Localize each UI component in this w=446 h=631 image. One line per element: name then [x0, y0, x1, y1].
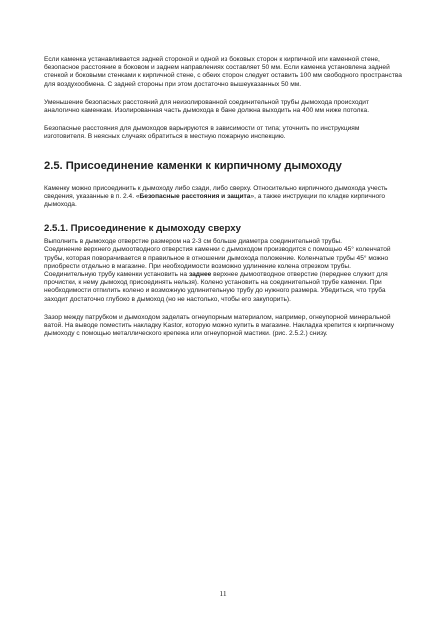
document-page [44, 56, 402, 348]
paragraph-pipe-distance: Уменьшение безопасных расстояний для неизолированной соединительной трубы дымохода происходит аналогично каменкам. Изолированная часть дымохода в бане должна выходить на 400 мм ниже потолка. [44, 98, 370, 115]
paragraph-gap-sealing: Зазор между патрубком и дымоходом заделать огнеупорным материалом, например, огнеупорной минеральной ватой. На выводе поместить накладку Kastor, которую можно купить в магазине. Накладка крепится к кирпичному дымоходу с помощью металлического крепежа или огнеупорной мастики. (рис. 2.5.2.) снизу. [44, 313, 395, 338]
paragraph-safe-distance-wall: Если каменка устанавливается задней стороной и одной из боковых сторон к кирпичной иги каменной стене, безопасное расстояние в боковом и заднем направлениях составляет 50 мм. Если каменка установлена задней стенкой и боковыми стенками к кирпичной стене, с обеих сторон следует оставить 100 мм свободного пространства для воздухообмена. С задней стороны при этом достаточно вышеуказанных 50 мм. [44, 56, 402, 88]
elbow-text-bold: заднее [188, 271, 212, 279]
elbow-text-after: верхнее дымоотводное отверстие (переднее служит для прочистки, к нему дымоход присоединять нельзя). Колено установить на соединительной трубе каменки. При необходимости отпилить колено и возможную удлинительную трубу до нужного размера. Убедиться, что труба заходит достаточно глубоко в дымоход (но не настолько, чтобы его закупорить). [44, 271, 388, 303]
page-number: 11 [219, 589, 227, 598]
section-heading-2-5: 2.5. Присоединение каменки к кирпичному дымоходу [44, 159, 342, 172]
paragraph-hole-size: Выполнить в дымоходе отверстие размером на 2-3 см больше диаметра соединительной трубы. [44, 238, 342, 246]
paragraph-elbow-connection [44, 246, 402, 303]
intro-text-bold: Безопасные расстояния и защита [139, 192, 251, 200]
paragraph-chimney-distance: Безопасные расстояния для дымоходов варьируются в зависимости от типа; уточнить по инструкциям изготовителя. В неясных случаях обратиться в местную пожарную инспекцию. [44, 125, 360, 141]
intro-text-before: Каменку можно присоединить к дымоходу либо сзади, либо сверху. Относительно кирпичного дымохода учесть сведения, указанные в п. 2.4. « [44, 184, 388, 200]
elbow-text-before: Соединение верхнего дымоотводного отверстия каменки с дымоходом производится с помощью 45° коленчатой трубы, которая поворачивается в правильное в отношении дымохода положение. Коленчатые трубы 45° можно приобрести отдельно в магазине. При необходимости возможно удлинение колена отрезком трубы. Соединительную трубу каменки установить на [44, 246, 391, 279]
paragraph-connection-intro [44, 185, 402, 210]
section-heading-2-5-1: 2.5.1. Присоединение к дымоходу сверху [44, 223, 242, 235]
intro-text-after: », а также инструкции по кладке кирпичного дымохода. [44, 192, 386, 209]
